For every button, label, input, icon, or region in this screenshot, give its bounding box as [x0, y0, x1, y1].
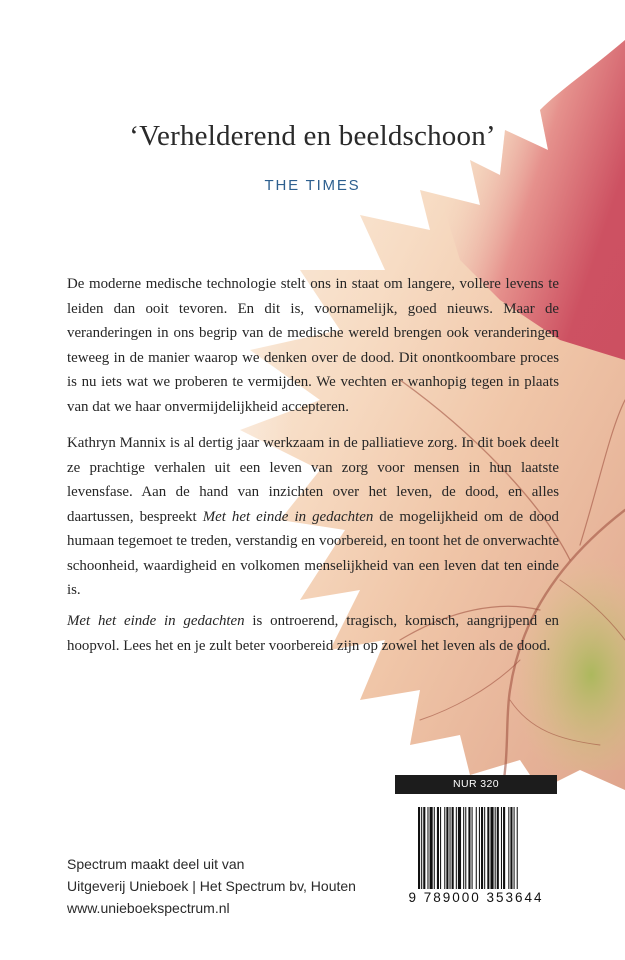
barcode	[395, 794, 557, 912]
barcode-bar	[484, 807, 485, 889]
isbn-number: 9 789000 353644	[408, 890, 544, 905]
barcode-bar	[427, 807, 428, 889]
barcode-bar	[472, 807, 473, 889]
barcode-bar	[452, 807, 454, 889]
barcode-bar	[444, 807, 445, 889]
review-quote: ‘Verhelderend en beeldschoon’	[129, 120, 496, 152]
barcode-bar	[497, 807, 499, 889]
blurb-paragraph-2	[67, 431, 559, 603]
barcode-bar	[508, 807, 509, 889]
publisher-line: Uitgeverij Unieboek | Het Spectrum bv, Houten	[67, 878, 356, 894]
barcode-bar	[510, 807, 512, 889]
nur-label: NUR 320	[395, 775, 557, 794]
barcode-bar	[434, 807, 435, 889]
blurb-paragraph-3	[67, 609, 559, 658]
barcode-bar	[440, 807, 441, 889]
blurb-text: is ontroerend, tragisch, komisch, aangrijpend en hoopvol. Lees het en je zult beter voorbereid zijn op zowel het leven als de dood.	[67, 613, 559, 654]
publisher-website: www.unieboekspectrum.nl	[67, 900, 230, 916]
review-source: THE TIMES	[264, 177, 361, 194]
barcode-bar	[476, 807, 477, 889]
publisher-line: Spectrum maakt deel uit van	[67, 856, 245, 872]
barcode-bar	[423, 807, 425, 889]
barcode-bar	[465, 807, 466, 889]
barcode-bar	[495, 807, 496, 889]
barcode-bar	[479, 807, 480, 889]
barcode-bar	[490, 807, 493, 889]
book-title: Met het einde in gedachten	[67, 613, 245, 629]
barcode-bar	[468, 807, 470, 889]
barcode-bar	[437, 807, 439, 889]
barcode-bar	[450, 807, 451, 889]
blurb-paragraph-1: De moderne medische technologie stelt ons in staat om langere, vollere levens te leiden dan ooit tevoren. En dit is, voornamelijk, goed nieuws. Maar de veranderingen in ons begrip van de medische wereld brengen ook veranderingen teweeg in de manier waarop we denken over de dood. Dit onontkoombare proces is nu iets wat we proberen te vermijden. We vechten er wanhopig tegen in plaats van dat we haar onvermijdelijkheid accepteren.	[67, 276, 559, 415]
barcode-bar	[481, 807, 483, 889]
blurb-text: Kathryn Mannix is al dertig jaar werkzaam in de palliatieve zorg. In dit boek deelt ze prachtige verhalen uit een leven van zorg voor mensen in hun laatste levensfase. Aan de hand van inzichten over het leven, de dood, en alles daartussen, bespreekt	[67, 435, 559, 525]
barcode-bar	[487, 807, 489, 889]
barcode-bar	[514, 807, 515, 889]
publisher-info	[67, 853, 356, 919]
book-title: Met het einde in gedachten	[202, 508, 374, 525]
barcode-bar	[501, 807, 502, 889]
barcode-bar	[517, 807, 518, 889]
barcode-bar	[458, 807, 461, 889]
barcode-bar	[463, 807, 464, 889]
barcode-bar	[456, 807, 457, 889]
barcode-bar	[430, 807, 433, 889]
barcode-bar	[418, 807, 420, 889]
blurb-text: de mogelijkheid om de dood humaan tegemoet te treden, verstandig en voorbereid, en toont het de onverwachte schoonheid, waardigheid en volkomen menselijkheid van een leven dat ten einde is.	[67, 508, 559, 598]
barcode-bar	[503, 807, 505, 889]
barcode-bar	[446, 807, 448, 889]
barcode-bar	[421, 807, 422, 889]
barcode-bars	[418, 807, 534, 889]
